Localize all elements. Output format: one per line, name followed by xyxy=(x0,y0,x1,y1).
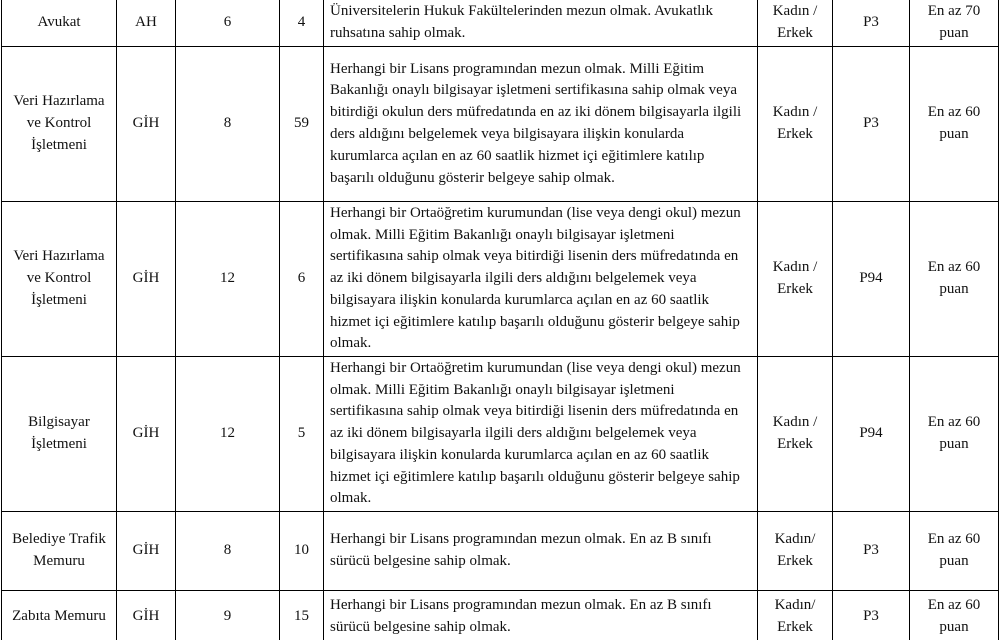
requirement-cell: Herhangi bir Lisans programından mezun olmak. En az B sınıfı sürücü belgesine sahip olmak. xyxy=(324,591,758,640)
score-cell: En az 70 puan xyxy=(910,0,999,47)
degree-cell: 12 xyxy=(176,357,280,512)
kpss-cell: P94 xyxy=(833,202,910,357)
score-cell: En az 60 puan xyxy=(910,591,999,640)
degree-cell: 8 xyxy=(176,512,280,591)
position-cell: Belediye Trafik Memuru xyxy=(2,512,117,591)
table-row xyxy=(2,0,999,47)
class-cell: GİH xyxy=(117,512,176,591)
degree-cell: 6 xyxy=(176,0,280,47)
count-cell: 15 xyxy=(280,591,324,640)
position-cell: Veri Hazırlama ve Kontrol İşletmeni xyxy=(2,47,117,202)
kpss-cell: P3 xyxy=(833,512,910,591)
score-cell: En az 60 puan xyxy=(910,47,999,202)
table-row xyxy=(2,202,999,357)
requirement-cell: Herhangi bir Lisans programından mezun olmak. Milli Eğitim Bakanlığı onaylı bilgisayar işletmeni sertifikasına sahip olmak veya bitirdiği okulun ders müfredatında en az iki dönem bilgisayarla ilgili ders aldığını belgelemek veya bilgisayara ilişkin konularda kurumlarca açılan en az 60 saatlik hizmet içi eğitimlere katılıp başarılı olduğunu gösterir belgeye sahip olmak. xyxy=(324,47,758,202)
count-cell: 6 xyxy=(280,202,324,357)
class-cell: GİH xyxy=(117,357,176,512)
kpss-cell: P3 xyxy=(833,591,910,640)
kpss-cell: P94 xyxy=(833,357,910,512)
requirement-cell: Üniversitelerin Hukuk Fakültelerinden mezun olmak. Avukatlık ruhsatına sahip olmak. xyxy=(324,0,758,47)
requirement-cell: Herhangi bir Lisans programından mezun olmak. En az B sınıfı sürücü belgesine sahip olmak. xyxy=(324,512,758,591)
position-cell: Veri Hazırlama ve Kontrol İşletmeni xyxy=(2,202,117,357)
kpss-cell: P3 xyxy=(833,0,910,47)
table-row xyxy=(2,47,999,202)
requirement-cell: Herhangi bir Ortaöğretim kurumundan (lise veya dengi okul) mezun olmak. Milli Eğitim Bakanlığı onaylı bilgisayar işletmeni sertifikasına sahip olmak veya bitirdiği lisenin ders müfredatında en az iki dönem bilgisayarla ilgili ders aldığını belgelemek veya bilgisayara ilişkin konularda kurumlarca açılan en az 60 saatlik hizmet içi eğitimlere katılıp başarılı olduğunu gösterir belgeye sahip olmak. xyxy=(324,357,758,512)
table-row xyxy=(2,512,999,591)
degree-cell: 9 xyxy=(176,591,280,640)
score-cell: En az 60 puan xyxy=(910,202,999,357)
degree-cell: 12 xyxy=(176,202,280,357)
requirement-cell: Herhangi bir Ortaöğretim kurumundan (lise veya dengi okul) mezun olmak. Milli Eğitim Bakanlığı onaylı bilgisayar işletmeni sertifikasına sahip olmak veya bitirdiği lisenin ders müfredatında en az iki dönem bilgisayarla ilgili ders aldığını belgelemek veya bilgisayara ilişkin konularda kurumlarca açılan en az 60 saatlik hizmet içi eğitimlere katılıp başarılı olduğunu gösterir belgeye sahip olmak. xyxy=(324,202,758,357)
score-cell: En az 60 puan xyxy=(910,512,999,591)
table-row xyxy=(2,357,999,512)
class-cell: GİH xyxy=(117,202,176,357)
position-cell: Bilgisayar İşletmeni xyxy=(2,357,117,512)
gender-cell: Kadın / Erkek xyxy=(758,202,833,357)
gender-cell: Kadın/ Erkek xyxy=(758,591,833,640)
class-cell: GİH xyxy=(117,591,176,640)
count-cell: 4 xyxy=(280,0,324,47)
count-cell: 59 xyxy=(280,47,324,202)
gender-cell: Kadın / Erkek xyxy=(758,357,833,512)
gender-cell: Kadın/ Erkek xyxy=(758,512,833,591)
class-cell: AH xyxy=(117,0,176,47)
table-row xyxy=(2,591,999,640)
positions-table xyxy=(1,0,999,640)
count-cell: 5 xyxy=(280,357,324,512)
position-cell: Avukat xyxy=(2,0,117,47)
gender-cell: Kadın / Erkek xyxy=(758,47,833,202)
gender-cell: Kadın / Erkek xyxy=(758,0,833,47)
count-cell: 10 xyxy=(280,512,324,591)
degree-cell: 8 xyxy=(176,47,280,202)
position-cell: Zabıta Memuru xyxy=(2,591,117,640)
score-cell: En az 60 puan xyxy=(910,357,999,512)
class-cell: GİH xyxy=(117,47,176,202)
kpss-cell: P3 xyxy=(833,47,910,202)
